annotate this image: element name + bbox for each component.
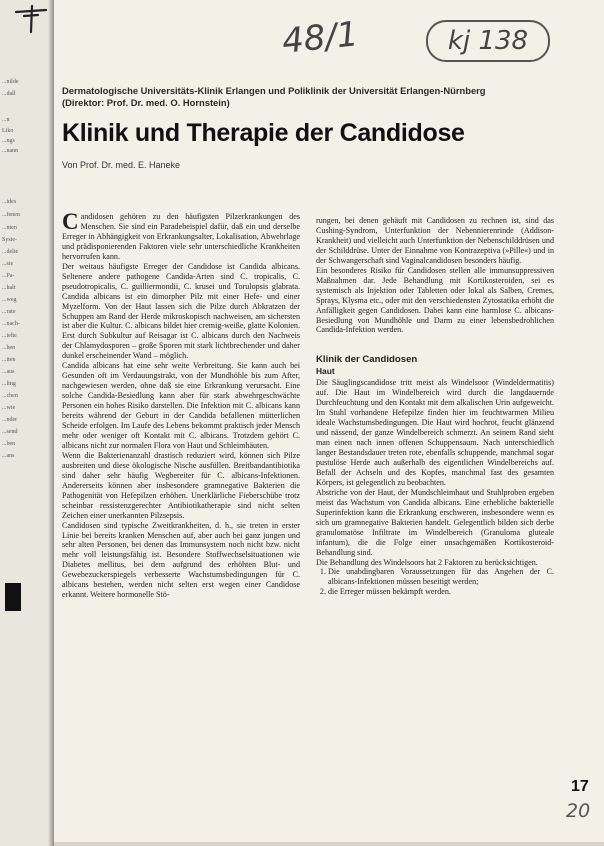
body-paragraph: Candidosen gehören zu den häufigsten Pilzerkrankungen des Menschen. Sie sind ein Paradebeispiel dafür, daß ein und derselbe Erreger in Abhängigkeit von Erkrankungsalter, Lokalisation, Abwehrlage und prädisponierenden Faktoren viele sehr unterschiedliche Krankheiten hervorrufen kann.: [62, 209, 300, 261]
gutter-fragment: ...rate: [2, 309, 16, 315]
margin-t-mark-icon: [14, 4, 48, 34]
body-paragraph: Candidosen sind typische Zweitkrankheiten, d. h., sie treten in erster Linie bei bereits kranken Menschen auf, aber auch bei ganz jungen und sehr alten Personen, bei denen das Immunsystem noch nicht bzw. nicht mehr voll leistungsfähig ist. Besondere Stoffwechselsituationen wie Diabetes mellitus, bei dem aufgrund des erhöhten Blut- und Gewebezuckerspiegels verbesserte Wachstumsbedingungen für C. albicans bestehen, werden nicht selten erst wegen einer Candidose erkannt. Weitere hormonelle Stö-: [62, 520, 300, 600]
gutter-fragment: ...delte: [2, 249, 19, 255]
page-number: 17: [571, 778, 589, 795]
right-text-column: [316, 216, 554, 597]
handwritten-page-number: 20: [566, 800, 591, 822]
body-paragraph: Die Behandlung des Windelsoors hat 2 Faktoren zu berücksichtigen.: [316, 557, 538, 567]
gutter-fragment: ...weg: [2, 297, 17, 303]
binding-gutter: [0, 0, 54, 846]
handwritten-reference-number: 48/1: [280, 14, 361, 62]
gutter-fragment: Liko: [2, 128, 14, 134]
body-paragraph: Ein besonderes Risiko für Candidosen stellen alle immunsuppressiven Maßnahmen dar. Jede Behandlung mit Kortikosteroiden, sei es systemisch als Injektion oder Tabletten oder lokal als Salben, Cremes, Sprays, Klysma etc., oder mit den verschiedensten Zytostatika erhöht die Anfälligkeit gegen Candidosen. Dabei kann eine harmlose C. albicans-Besiedlung von Mundhöhle und Darm zu einer lebensbedrohlichen Candida-Infektion werden.: [316, 265, 554, 335]
gutter-fragment: ...ben: [2, 441, 16, 447]
ink-bleed-mark: [5, 583, 21, 611]
gutter-fragment: ...nder: [2, 417, 18, 423]
gutter-fragment: ...nann: [2, 148, 19, 154]
gutter-fragment: ...n: [2, 117, 10, 123]
gutter-fragment: ...sie: [2, 261, 14, 267]
treatment-factor-list: [316, 567, 554, 597]
gutter-fragment: ...nilde: [2, 79, 19, 85]
gutter-fragment: ...chen: [2, 393, 18, 399]
article-title: Klinik und Therapie der Candidose: [62, 119, 465, 147]
gutter-fragment: ...hen: [2, 345, 16, 351]
gutter-fragment: ...aus: [2, 369, 15, 375]
gutter-fragment: ...nach-: [2, 321, 20, 327]
section-heading: Klinik der Candidosen: [316, 354, 418, 366]
gutter-fragment: ...Pa-: [2, 273, 15, 279]
page-bottom-edge: [54, 842, 604, 846]
body-paragraph: Der weitaus häufigste Erreger der Candidose ist Candida albicans. Seltenere andere pathogene Candida-Arten sind C. tropicalis, C. pseudotropicalis, C. guilliermondii, C. krusei und Torulopsis glabrata. Candida albicans ist ein dimorpher Pilz mit einer Hefe- und einer Myzelform. Von der Haut lassen sich die Pilze durch Abkratzen der Schuppen am Rand der Herde mikroskopisch nachweisen, am sichersten ist aber die Kultur. C. albicans bildet hier cremig-weiße, glatte Kolonien. Erst durch Subkultur auf Reisagar ist C. albicans durch den Nachweis der Chlamydosporen – große Sporen mit stark lichtbrechender und daher dunkel erscheinender Wand – möglich.: [62, 261, 300, 361]
body-paragraph: Candida albicans hat eine sehr weite Verbreitung. Sie kann auch bei Gesunden oft im Verdauungstrakt, von der Mundhöhle bis zum After, nachgewiesen werden, ohne daß sie eine Erkrankung verursacht. Eine solche Candida-Besiedlung kann aber für stark abwehrgeschwächte Personen ein hohes Risiko darstellen. Die Infektion mit C. albicans kann bereits während der Geburt in der Candida befallenen mütterlichen Scheide erfolgen. Im Laufe des Lebens bekommt praktisch jeder Mensch mehr oder weniger oft Kontakt mit C. albicans. Trotzdem gehört C. albicans nicht zur normalen Flora von Haut und Schleimhäuten.: [62, 361, 300, 450]
body-paragraph: rungen, bei denen gehäuft mit Candidosen zu rechnen ist, sind das Cushing-Syndrom, Unterfunktion der Nebennierenrinde (Addison-Krankheit) und vielleicht auch Unterfunktion der Nebenschilddrüsen und der Schilddrüse. Unter der Einnahme von Kontrazeptiva (»Pille«) und in der Schwangerschaft sind Vaginalcandidosen besonders häufig.: [316, 216, 554, 265]
gutter-fragment: ...send: [2, 429, 18, 435]
gutter-fragment: ...halt: [2, 285, 16, 291]
subsection-heading: Haut: [316, 366, 335, 377]
article-author: Von Prof. Dr. med. E. Haneke: [62, 160, 181, 170]
gutter-fragment: ...ielte: [2, 333, 17, 339]
gutter-fragment: ...ling: [2, 381, 16, 387]
gutter-fragment: ...ides: [2, 199, 17, 205]
body-paragraph: Wenn die Bakterienanzahl drastisch reduziert wird, können sich Pilze ausbreiten und diese ökologische Nische ausfüllen. Breitbandantibiotika sind daher sehr häufig Wegbereiter für C. albicans-Infektionen. Andererseits können aber insbesondere gramnegative Bakterien die Pathogenität von Hefepilzen erhöhen. Unerklärliche Fieberschübe trotz scheinbar ressistenzgerechter Antibiotikatherapie sind nicht selten Zeichen einer unerkannten Pilzsepsis.: [62, 450, 300, 520]
gutter-fragment: ...iten: [2, 357, 16, 363]
list-item: 1. Die unabdingbaren Voraussetzungen für das Angehen der C. albicans-Infektionen müssen beseitigt werden;: [328, 567, 554, 587]
gutter-shadow: [48, 0, 54, 846]
institution-line-2: (Direktor: Prof. Dr. med. O. Hornstein): [62, 97, 230, 108]
institution-line-1: Dermatologische Universitäts-Klinik Erlangen und Poliklinik der Universität Erlangen-Nürnberg: [62, 85, 486, 96]
gutter-fragment: ...dall: [2, 91, 16, 97]
gutter-fragment: ...nten: [2, 225, 17, 231]
institution-header: [62, 85, 522, 109]
body-paragraph: Die Säuglingscandidose tritt meist als Windelsoor (Windeldermatitis) auf. Die Haut im Windelbereich wird durch die langdauernde Durchfeuchtung und den Kontakt mit dem alkalischen Urin aufgeweicht. Im Stuhl vorhandene Hefepilze finden hier im feuchtwarmen Milieu ideale Wachstumsbedingungen. Die Haut wird hochrot, feucht glänzend und nässend, der ganze Windelbereich schmerzt. An seinem Rand sieht man einen nach innen offenen Schuppensaum. Nach unterschiedlich langer Bestandsdauer treten rote, ebenfalls schuppende, manchmal sogar pustulöse Herde auch außerhalb des eigentlichen Windelbereichs auf. Befall der Achseln und des Kopfes, manchmal fast des gesamten Körpers, ist gelegentlich zu beobachten.: [316, 378, 554, 487]
gutter-fragment: ...ans: [2, 453, 15, 459]
gutter-fragment: ...ngs: [2, 138, 15, 144]
body-paragraph: Abstriche von der Haut, der Mundschleimhaut und Stuhlproben ergeben meist das Wachstum von Candida albicans. Eine erhebliche bakterielle Superinfektion kann die Erkrankung erschweren, insbesondere wenn es sich um gramnegative Bakterien handelt. Gelegentlich bilden sich derbe granulomatöse Infiltrate im Windelbereich (Granuloma gluteale infantum), die die Folge einer unsachgemäßen Kortikosteroid-Behandlung sind.: [316, 487, 554, 557]
list-item: 2. die Erreger müssen bekämpft werden.: [328, 587, 554, 597]
gutter-fragment: Sysie-: [2, 237, 17, 243]
gutter-fragment: ...wie: [2, 405, 16, 411]
handwritten-boxed-code: kj 138: [426, 20, 550, 62]
gutter-fragment: ...fenen: [2, 212, 20, 218]
left-text-column: [62, 209, 300, 600]
